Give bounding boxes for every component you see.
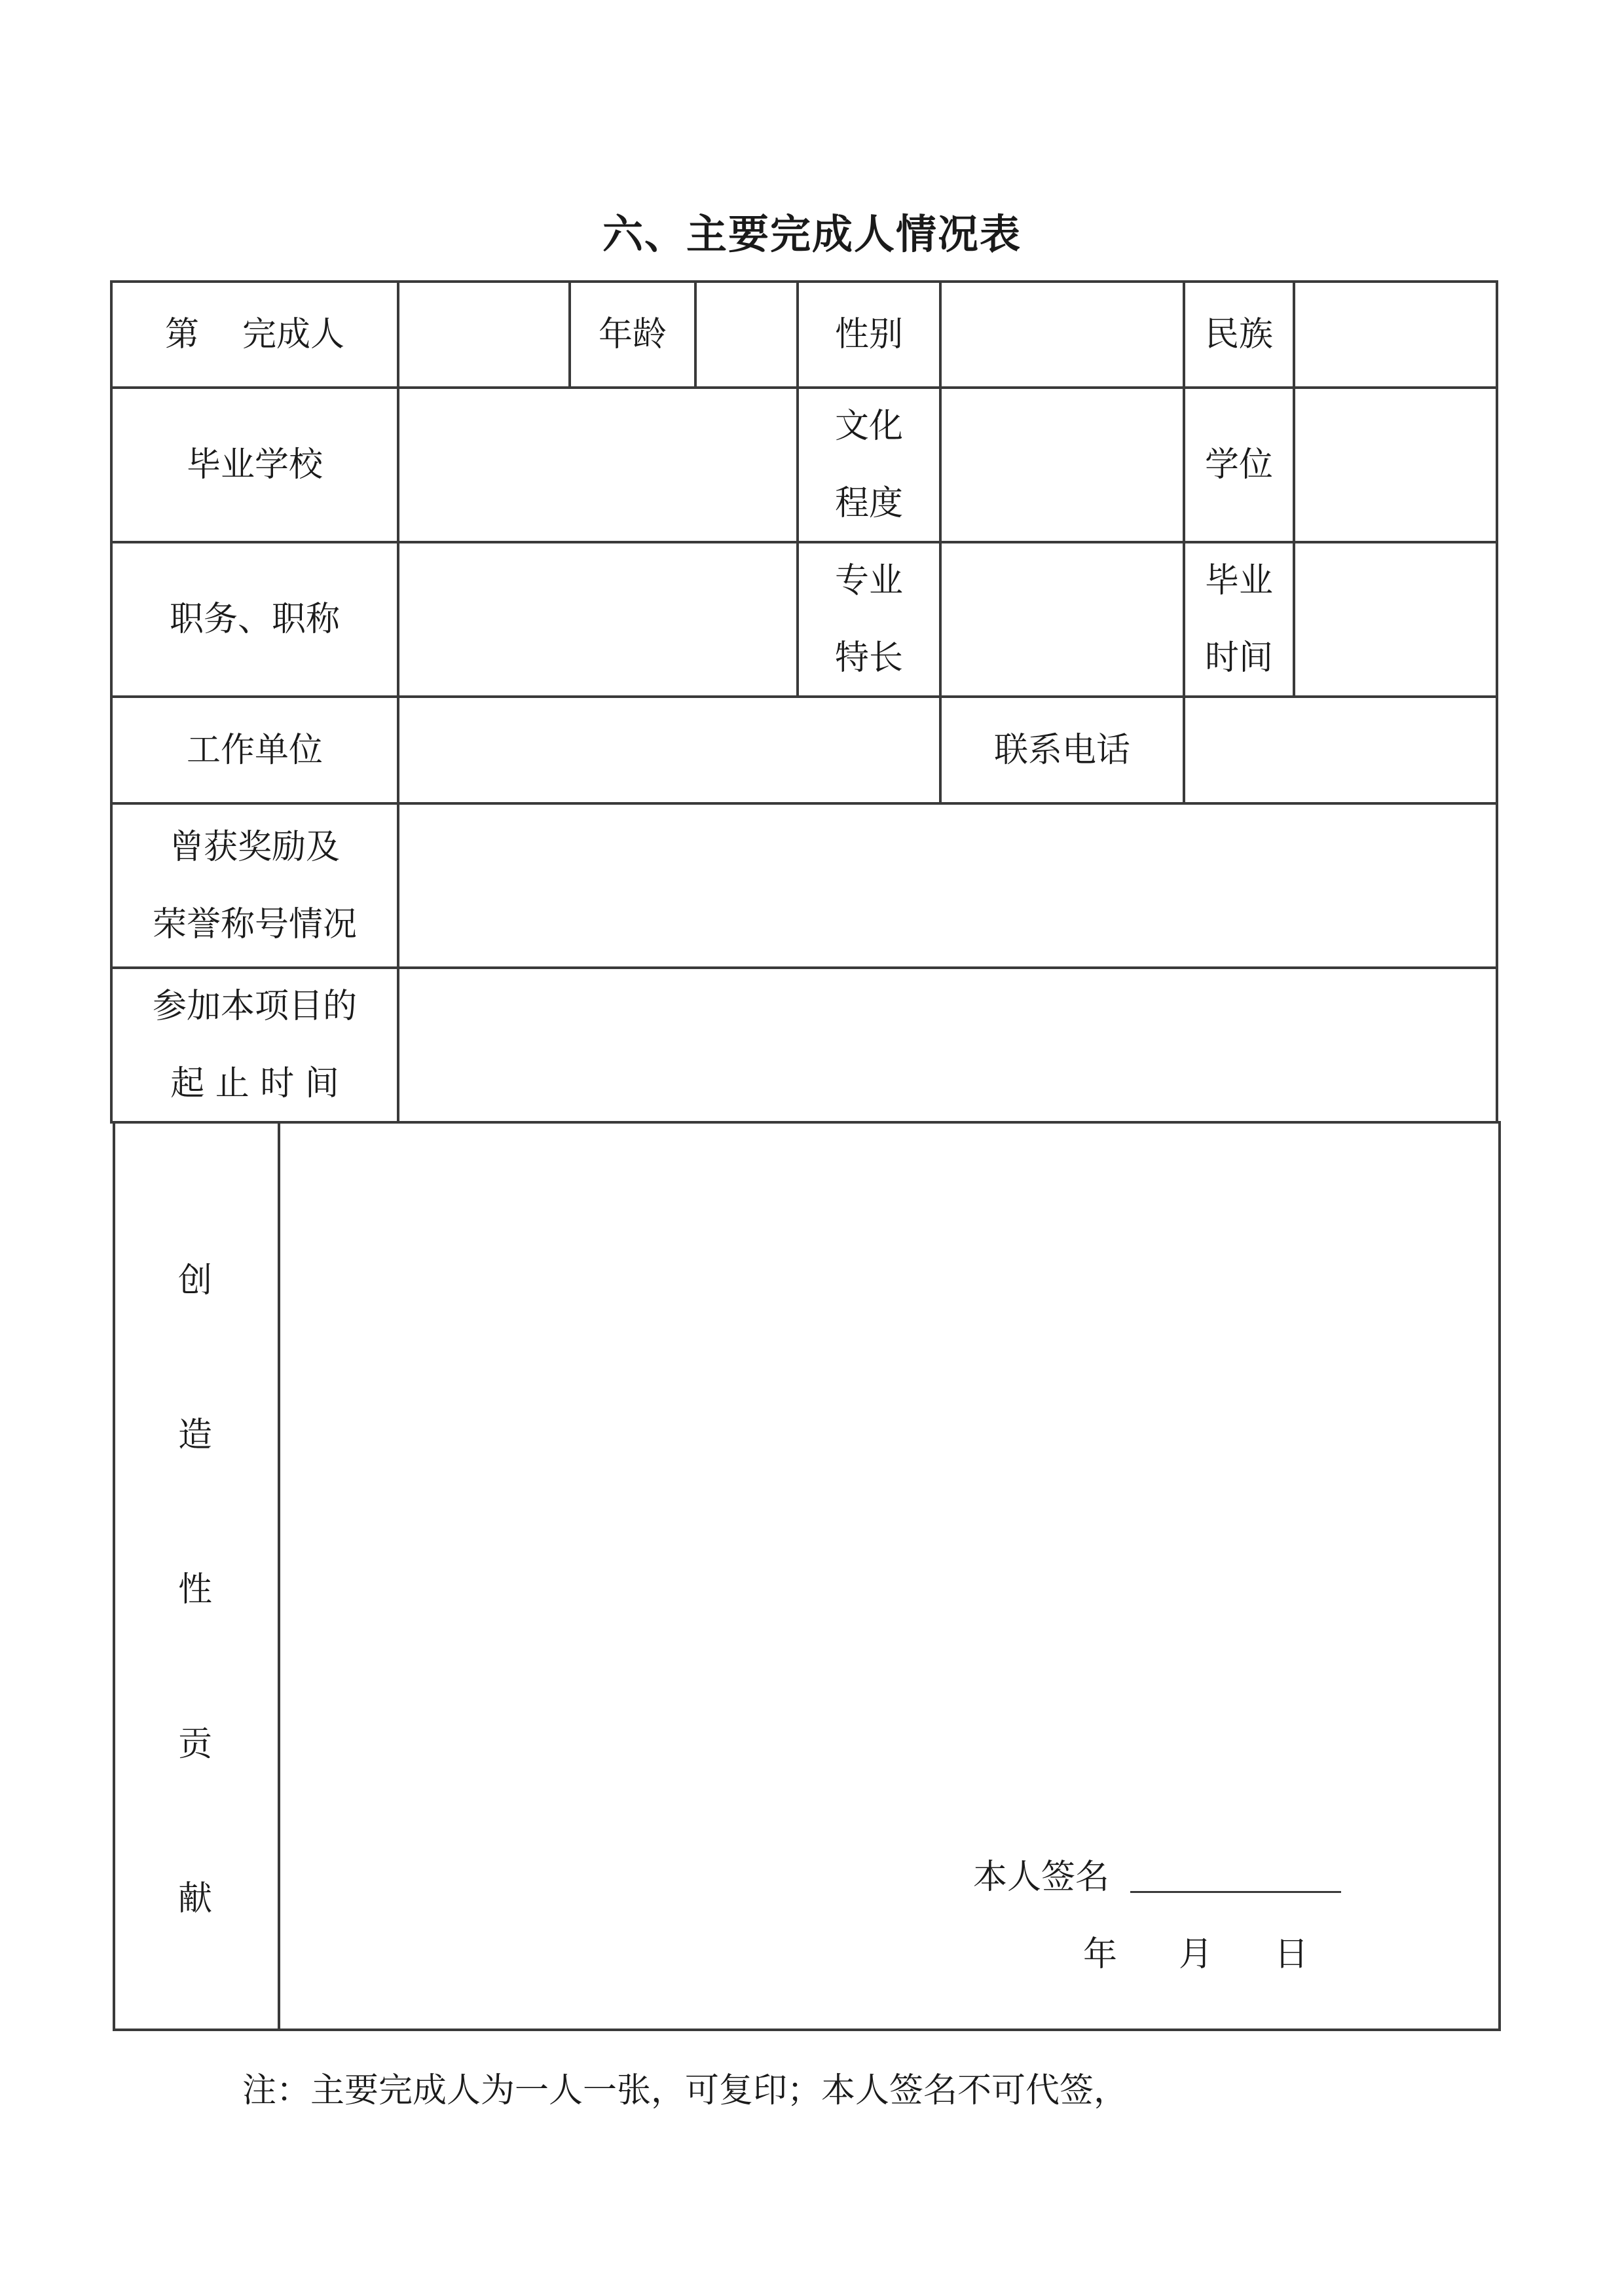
school-field[interactable] — [399, 389, 796, 541]
gender-field[interactable] — [942, 283, 1183, 386]
contribution-label-char: 性 — [177, 1570, 212, 1609]
education-field[interactable] — [942, 389, 1183, 541]
participation-period-label: 参加本项目的 起 止 时 间 — [152, 987, 357, 1103]
date-year: 年 — [1083, 1935, 1118, 1974]
footnote: 注：主要完成人为一人一张，可复印；本人签名不可代签， — [242, 2071, 1128, 2110]
completer-rank-label: 第 完成人 — [164, 315, 345, 354]
name-field[interactable] — [399, 283, 568, 386]
gender-label: 性别 — [834, 315, 903, 354]
position-label: 职务、职称 — [169, 600, 340, 639]
signature-label: 本人签名 — [973, 1858, 1110, 1897]
degree-field[interactable] — [1295, 389, 1496, 541]
ethnicity-field[interactable] — [1295, 283, 1496, 386]
specialty-label: 专业 特长 — [834, 561, 903, 678]
specialty-field[interactable] — [942, 543, 1183, 695]
contribution-label-char: 献 — [177, 1879, 212, 1919]
awards-label: 曾获奖励及 荣誉称号情况 — [152, 827, 357, 944]
contribution-label-char: 造 — [177, 1416, 212, 1455]
employer-field[interactable] — [399, 698, 939, 802]
participation-period-field[interactable] — [399, 969, 1496, 1121]
awards-field[interactable] — [399, 805, 1496, 966]
date-day: 日 — [1274, 1935, 1309, 1974]
school-label: 毕业学校 — [186, 445, 323, 485]
signature-line[interactable] — [1130, 1891, 1341, 1893]
employer-label: 工作单位 — [186, 730, 323, 770]
page-title: 六、主要完成人情况表 — [602, 210, 1022, 258]
date-month: 月 — [1179, 1935, 1213, 1974]
phone-field[interactable] — [1185, 698, 1496, 802]
ethnicity-label: 民族 — [1204, 315, 1273, 354]
age-field[interactable] — [697, 283, 796, 386]
age-label: 年龄 — [598, 315, 667, 354]
degree-label: 学位 — [1204, 445, 1273, 485]
graduation-time-label: 毕业 时间 — [1204, 561, 1273, 678]
education-label: 文化 程度 — [834, 407, 903, 523]
graduation-time-field[interactable] — [1295, 543, 1496, 695]
contribution-label-char: 创 — [177, 1261, 212, 1300]
position-field[interactable] — [399, 543, 796, 695]
phone-label: 联系电话 — [993, 730, 1130, 770]
contribution-label-char: 贡 — [177, 1725, 212, 1764]
